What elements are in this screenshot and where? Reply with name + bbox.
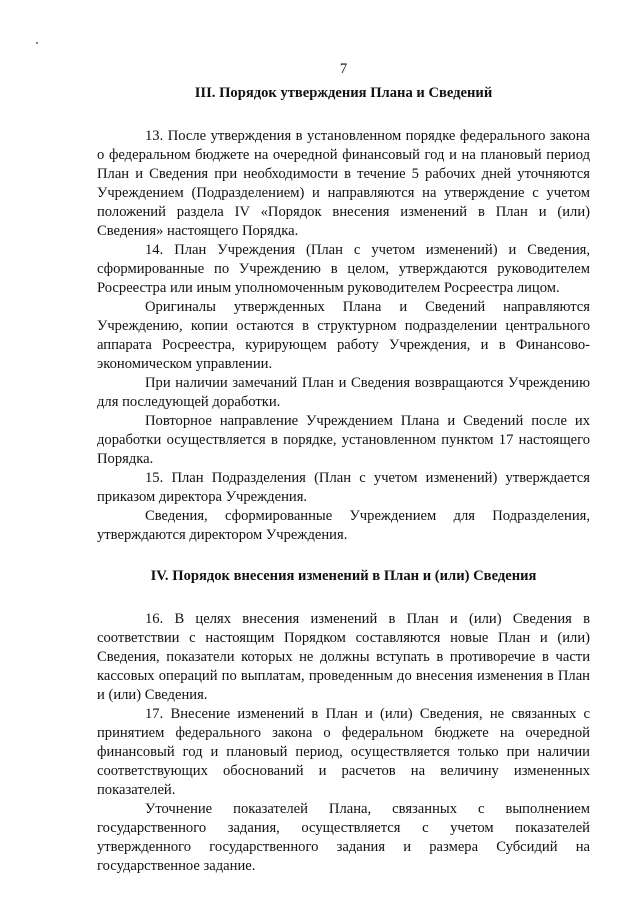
paragraph-clarification: Уточнение показателей Плана, связанных с выполнением государственного задания, осуществляется с учетом показателей утвержденного государственного задания и размера Субсидий на государственное задание. bbox=[97, 801, 590, 874]
section-4-heading: IV. Порядок внесения изменений в План и (или) Сведения bbox=[150, 568, 537, 584]
paragraph-remarks: При наличии замечаний План и Сведения возвращаются Учреждению для последующей доработки. bbox=[97, 375, 590, 410]
paragraph-15: 15. План Подразделения (План с учетом изменений) утверждается приказом директора Учреждения. bbox=[97, 470, 590, 505]
paragraph-14: 14. План Учреждения (План с учетом изменений) и Сведения, сформированные по Учреждению в целом, утверждаются руководителем Росреестра или иным уполномоченным руководителем Росреестра лицом. bbox=[97, 242, 590, 296]
scan-speck bbox=[36, 42, 38, 44]
paragraph-svedeniya-approval: Сведения, сформированные Учреждением для Подразделения, утверждаются директором Учреждения. bbox=[97, 508, 590, 543]
document-page bbox=[97, 60, 590, 876]
paragraph-originals: Оригиналы утвержденных Плана и Сведений направляются Учреждению, копии остаются в структурном подразделении центрального аппарата Росреестра, курирующем работу Учреждения, и в Финансово-экономическом управлении. bbox=[97, 299, 590, 372]
paragraph-16: 16. В целях внесения изменений в План и (или) Сведения в соответствии с настоящим Порядком составляются новые План и (или) Сведения, показатели которых не должны вступать в противоречие в части кассовых операций по выплатам, проведенным до внесения изменения в План и (или) Сведения. bbox=[97, 611, 590, 703]
paragraph-13: 13. После утверждения в установленном порядке федерального закона о федеральном бюджете на очередной финансовый год и на плановый период План и Сведения при необходимости в течение 5 рабочих дней уточняются Учреждением (Подразделением) и направляются на утверждение с учетом положений раздела IV «Порядок внесения изменений в План и (или) Сведения» настоящего Порядка. bbox=[97, 128, 590, 239]
page-number: 7 bbox=[339, 61, 348, 77]
section-3-heading: III. Порядок утверждения Плана и Сведений bbox=[194, 85, 493, 101]
paragraph-resubmission: Повторное направление Учреждением Плана и Сведений после их доработки осуществляется в порядке, установленном пунктом 17 настоящего Порядка. bbox=[97, 413, 590, 467]
paragraph-17: 17. Внесение изменений в План и (или) Сведения, не связанных с принятием федерального закона о федеральном бюджете на очередной финансовый год и плановый период, осуществляется только при наличии соответствующих обоснований и расчетов на величину измененных показателей. bbox=[97, 706, 590, 798]
